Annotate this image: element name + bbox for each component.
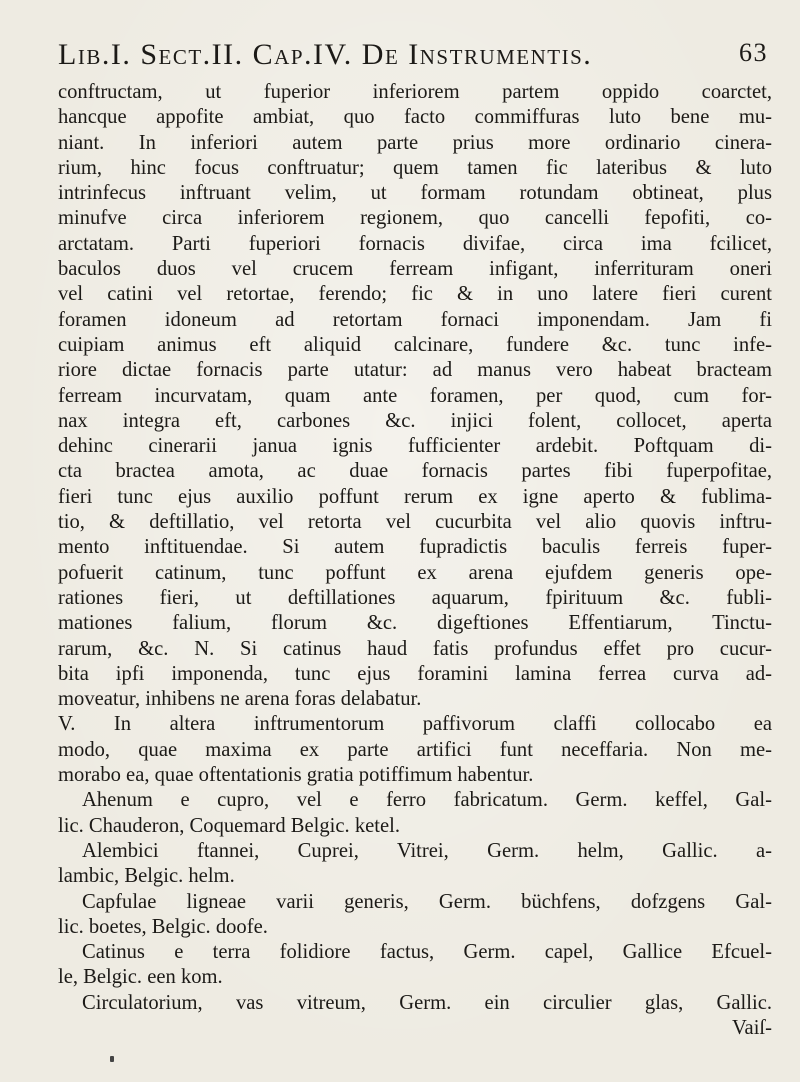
- text-line: rarum, &c. N. Si catinus haud fatis profundus effet pro cucur-: [58, 637, 772, 660]
- text-line: V. In altera inftrumentorum paffivorum claffi collocabo ea: [58, 713, 772, 736]
- text-line: niant. In inferiori autem parte prius more ordinario cinera-: [58, 131, 772, 154]
- page-number: 63: [739, 38, 768, 67]
- text-line: Ahenum e cupro, vel e ferro fabricatum. Germ. keffel, Gal-: [82, 789, 772, 812]
- running-head: Lib.I. Sect.II. Cap.IV. De Instrumentis.: [58, 38, 593, 71]
- text-line: rium, hinc focus conftruatur; quem tamen fic lateribus & luto: [58, 156, 772, 179]
- text-line: conftructam, ut fuperior inferiorem partem oppido coarctet,: [58, 81, 772, 103]
- text-line: Capfulae ligneae varii generis, Germ. büchfens, dofzgens Gal-: [82, 890, 772, 913]
- text-line: lambic, Belgic. helm.: [58, 865, 235, 888]
- text-line: nax integra eft, carbones &c. injici folent, collocet, aperta: [58, 409, 772, 432]
- text-line: lic. Chauderon, Coquemard Belgic. ketel.: [58, 814, 400, 837]
- page-header: [58, 38, 768, 78]
- text-line: modo, quae maxima ex parte artifici funt neceffaria. Non me-: [58, 738, 772, 761]
- text-line: moveatur, inhibens ne arena foras delabatur.: [58, 688, 422, 711]
- text-line: arctatam. Parti fuperiori fornacis divifae, circa ima fcilicet,: [58, 232, 772, 255]
- text-line: intrinfecus inftruant velim, ut formam rotundam obtineat, plus: [58, 182, 772, 205]
- text-line: minufve circa inferiorem regionem, quo cancelli fepofiti, co-: [58, 207, 772, 230]
- text-line: ferream incurvatam, quam ante foramen, per quod, cum for-: [58, 384, 772, 407]
- body-text: [58, 80, 772, 1041]
- text-line: baculos duos vel crucem ferream infigant, inferrituram oneri: [58, 258, 772, 281]
- text-line: vel catini vel retortae, ferendo; fic & in uno latere fieri curent: [58, 283, 772, 306]
- text-line: fieri tunc ejus auxilio poffunt rerum ex igne aperto & fublima-: [58, 485, 772, 508]
- text-line: Catinus e terra folidiore factus, Germ. capel, Gallice Efcuel-: [82, 941, 772, 964]
- text-line: mento inftituendae. Si autem fupradictis baculis ferreis fuper-: [58, 536, 772, 559]
- text-line: le, Belgic. een kom.: [58, 966, 223, 989]
- text-line: Circulatorium, vas vitreum, Germ. ein circulier glas, Gallic.: [82, 991, 772, 1014]
- text-line: pofuerit catinum, tunc poffunt ex arena ejufdem generis ope-: [58, 561, 772, 584]
- text-line: cta bractea amota, ac duae fornacis partes fibi fuperpofitae,: [58, 460, 772, 483]
- text-line: bita ipfi imponenda, tunc ejus foramini lamina ferrea curva ad-: [58, 662, 772, 685]
- text-line: Alembici ftannei, Cuprei, Vitrei, Germ. helm, Gallic. a-: [82, 839, 772, 862]
- text-line: tio, & deftillatio, vel retorta vel cucurbita vel alio quovis inftru-: [58, 511, 772, 534]
- text-line: morabo ea, quae oftentationis gratia potiffimum habentur.: [58, 764, 534, 787]
- text-line: cuipiam animus eft aliquid calcinare, fundere &c. tunc infe-: [58, 333, 772, 356]
- ink-speck: [110, 1056, 114, 1062]
- text-line: mationes falium, florum &c. digeftiones Effentiarum, Tinctu-: [58, 612, 772, 635]
- text-line: lic. boetes, Belgic. doofe.: [58, 915, 268, 938]
- text-line: riore dictae fornacis parte utatur: ad manus vero habeat bracteam: [58, 359, 772, 382]
- text-line: foramen idoneum ad retortam fornaci imponendam. Jam fi: [58, 308, 772, 331]
- text-line: hancque appofite ambiat, quo facto commiffuras luto bene mu-: [58, 106, 772, 129]
- catchword: Vaiſ-: [731, 1016, 772, 1039]
- text-line: rationes fieri, ut deftillationes aquarum, fpirituum &c. fubli-: [58, 586, 772, 609]
- text-line: dehinc cinerarii janua ignis fufficienter ardebit. Poftquam di-: [58, 435, 772, 458]
